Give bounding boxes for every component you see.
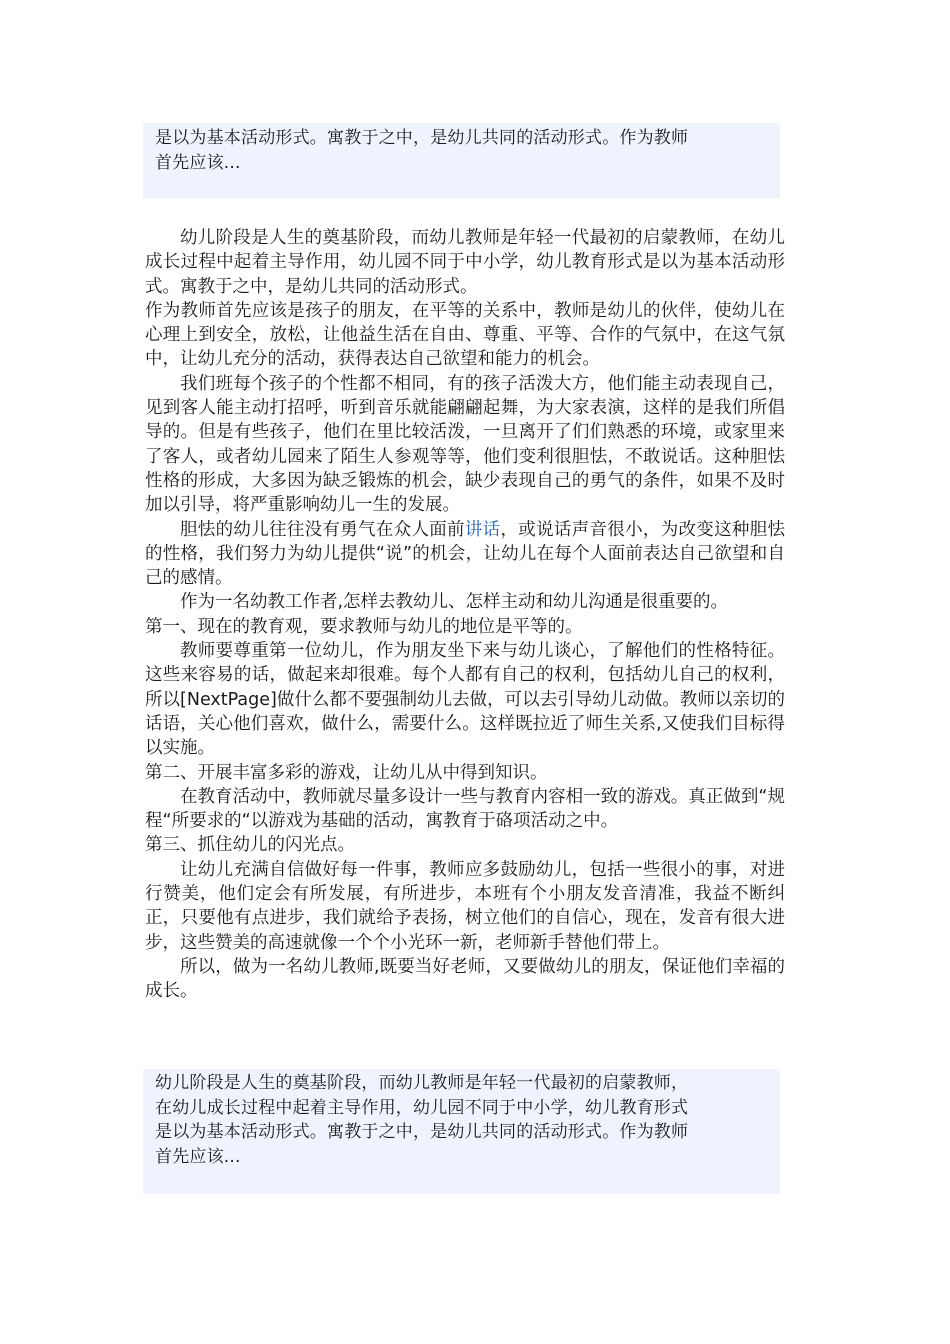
- section-heading: 第一、现在的教育观，要求教师与幼儿的地位是平等的。: [145, 616, 583, 637]
- paragraph: 所以，做为一名幼儿教师,既要当好老师，又要做幼儿的朋友，保证他们幸福的成长。: [145, 956, 785, 1002]
- excerpt-line: 幼儿阶段是人生的奠基阶段，而幼儿教师是年轻一代最初的启蒙教师，: [155, 1073, 689, 1093]
- paragraph: 我们班每个孩子的个性都不相同，有的孩子活泼大方，他们能主动表现自己，见到客人能主动打招呼，听到音乐就能翩翩起舞，为大家表演，这样的是我们所倡导的。但是有些孩子，他们在里比较活泼，一旦离开了们们熟悉的环境，或家里来了客人，或者幼儿园来了陌生人参观等等，他们变利很胆怯，不敢说话。这种胆怯性格的形成，大多因为缺乏锻炼的机会，缺少表现自己的勇气的条件，如果不及时加以引导，将严重影响幼儿一生的发展。: [145, 373, 785, 516]
- paragraph: 作为教师首先应该是孩子的朋友，在平等的关系中，教师是幼儿的伙伴，使幼儿在心理上到安全，放松，让他益生活在自由、尊重、平等、合作的气氛中，在这气氛中，让幼儿充分的活动，获得表达自己欲望和能力的机会。: [145, 300, 785, 370]
- paragraph: [145, 518, 785, 591]
- paragraph: 教师要尊重第一位幼儿，作为朋友坐下来与幼儿谈心，了解他们的性格特征。这些来容易的话，做起来却很难。每个人都有自己的权利，包括幼儿自己的权利，所以[NextPage]做什么都不要强制幼儿去做，可以去引导幼儿动做。教师以亲切的话语，关心他们喜欢，做什么，需要什么。这样既拉近了师生关系,又使我们目标得以实施。: [145, 641, 785, 759]
- excerpt-line: 是以为基本活动形式。寓教于之中，是幼儿共同的活动形式。作为教师: [155, 1122, 689, 1142]
- excerpt-line: 是以为基本活动形式。寓教于之中，是幼儿共同的活动形式。作为教师: [155, 128, 689, 148]
- paragraph: 让幼儿充满自信做好每一件事，教师应多鼓励幼儿，包括一些很小的事，对进行赞美，他们定会有所发展，有所进步，本班有个小朋友发音清准，我益不断纠正，只要他有点进步，我们就给予表扬，树立他们的自信心，现在，发音有很大进步，这些赞美的高速就像一个个小光环一新，老师新手替他们带上。: [145, 859, 785, 953]
- section-heading: 第三、抓住幼儿的闪光点。: [145, 835, 355, 856]
- paragraph-text: ，或说话声音很小，为改变这种胆怯的性格，我们努力为幼儿提供“说”的机会，让幼儿在每个人面前表达自己欲望和自己的感情。: [145, 519, 786, 589]
- speech-link[interactable]: 讲话: [464, 519, 501, 540]
- excerpt-line: 首先应该...: [155, 152, 241, 173]
- excerpt-line: 首先应该...: [155, 1146, 241, 1167]
- excerpt-box-bottom: [143, 1069, 780, 1194]
- paragraph: 幼儿阶段是人生的奠基阶段，而幼儿教师是年轻一代最初的启蒙教师，在幼儿成长过程中起着主导作用，幼儿园不同于中小学，幼儿教育形式是以为基本活动形式。寓教于之中，是幼儿共同的活动形式。: [145, 228, 785, 297]
- paragraph: 在教育活动中，教师就尽量多设计一些与教育内容相一致的游戏。真正做到“规程“所要求的“以游戏为基础的活动，寓教育于硌项活动之中。: [145, 786, 785, 832]
- excerpt-box-top: [143, 123, 780, 198]
- paragraph-text: 胆怯的幼儿往往没有勇气在众人面前: [180, 519, 465, 540]
- paragraph: 作为一名幼教工作者,怎样去教幼儿、怎样主动和幼儿沟通是很重要的。: [180, 592, 729, 613]
- section-heading: 第二、开展丰富多彩的游戏，让幼儿从中得到知识。: [145, 762, 548, 783]
- article-body: [145, 226, 785, 1004]
- excerpt-line: 在幼儿成长过程中起着主导作用，幼儿园不同于中小学，幼儿教育形式: [155, 1097, 689, 1118]
